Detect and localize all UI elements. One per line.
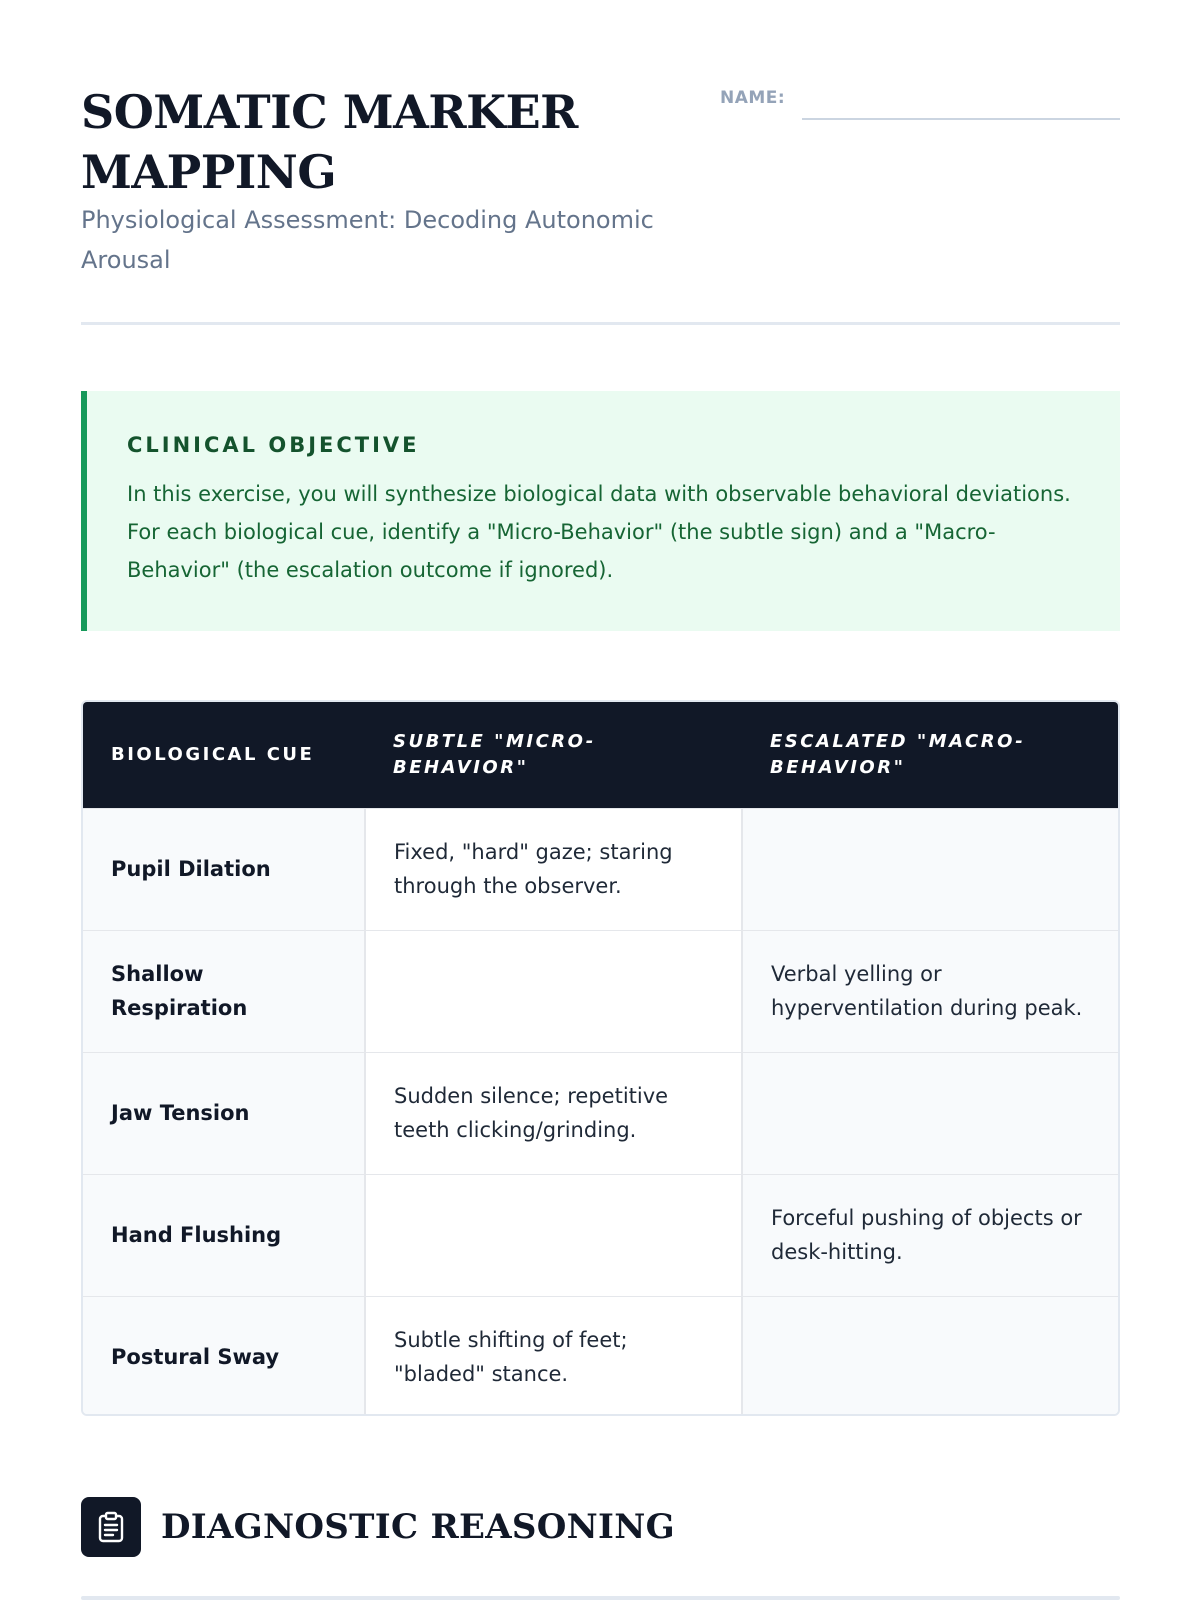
macro-cell-blank[interactable] <box>742 1296 1118 1416</box>
macro-cell: Forceful pushing of objects or desk-hitting. <box>742 1174 1118 1296</box>
section-divider <box>81 1596 1120 1600</box>
table-row <box>83 930 1118 1052</box>
cue-cell: Hand Flushing <box>83 1174 365 1296</box>
page-subtitle: Physiological Assessment: Decoding Autonomic Arousal <box>81 206 654 274</box>
header-biological-cue: BIOLOGICAL CUE <box>111 743 315 765</box>
table-row <box>83 1174 1118 1296</box>
table-row <box>83 808 1118 930</box>
name-field-group <box>720 86 1120 122</box>
micro-cell: Sudden silence; repetitive teeth clicking/grinding. <box>365 1052 742 1174</box>
table-row <box>83 1052 1118 1174</box>
objective-title: CLINICAL OBJECTIVE <box>127 433 420 457</box>
marker-table <box>81 700 1120 1416</box>
cue-cell: Shallow Respiration <box>83 930 365 1052</box>
micro-cell-blank[interactable] <box>365 1174 742 1296</box>
page-title: SOMATIC MARKER MAPPING <box>81 85 578 199</box>
clipboard-icon <box>81 1497 141 1557</box>
macro-cell-blank[interactable] <box>742 1052 1118 1174</box>
name-label: NAME: <box>720 88 786 108</box>
cue-cell: Postural Sway <box>83 1296 365 1416</box>
macro-cell: Verbal yelling or hyperventilation during peak. <box>742 930 1118 1052</box>
worksheet-header <box>81 0 1120 325</box>
name-input-line[interactable] <box>802 118 1120 120</box>
header-micro-behavior: SUBTLE "MICRO-BEHAVIOR" <box>393 730 596 778</box>
diagnostic-title: DIAGNOSTIC REASONING <box>161 1507 675 1547</box>
micro-cell-blank[interactable] <box>365 930 742 1052</box>
clinical-objective-callout <box>81 391 1120 631</box>
table-row <box>83 1296 1118 1416</box>
header-macro-behavior: ESCALATED "MACRO-BEHAVIOR" <box>770 730 1026 778</box>
macro-cell-blank[interactable] <box>742 808 1118 930</box>
diagnostic-reasoning-heading <box>81 1497 675 1557</box>
table-header-row <box>83 702 1118 808</box>
cue-cell: Pupil Dilation <box>83 808 365 930</box>
cue-cell: Jaw Tension <box>83 1052 365 1174</box>
objective-text: In this exercise, you will synthesize biological data with observable behavioral deviations. For each biological cue, identify a "Micro-Behavior" (the subtle sign) and a "Macro-Behavior" (the escalation outcome if ignored). <box>127 482 1071 582</box>
micro-cell: Fixed, "hard" gaze; staring through the observer. <box>365 808 742 930</box>
micro-cell: Subtle shifting of feet; "bladed" stance. <box>365 1296 742 1416</box>
